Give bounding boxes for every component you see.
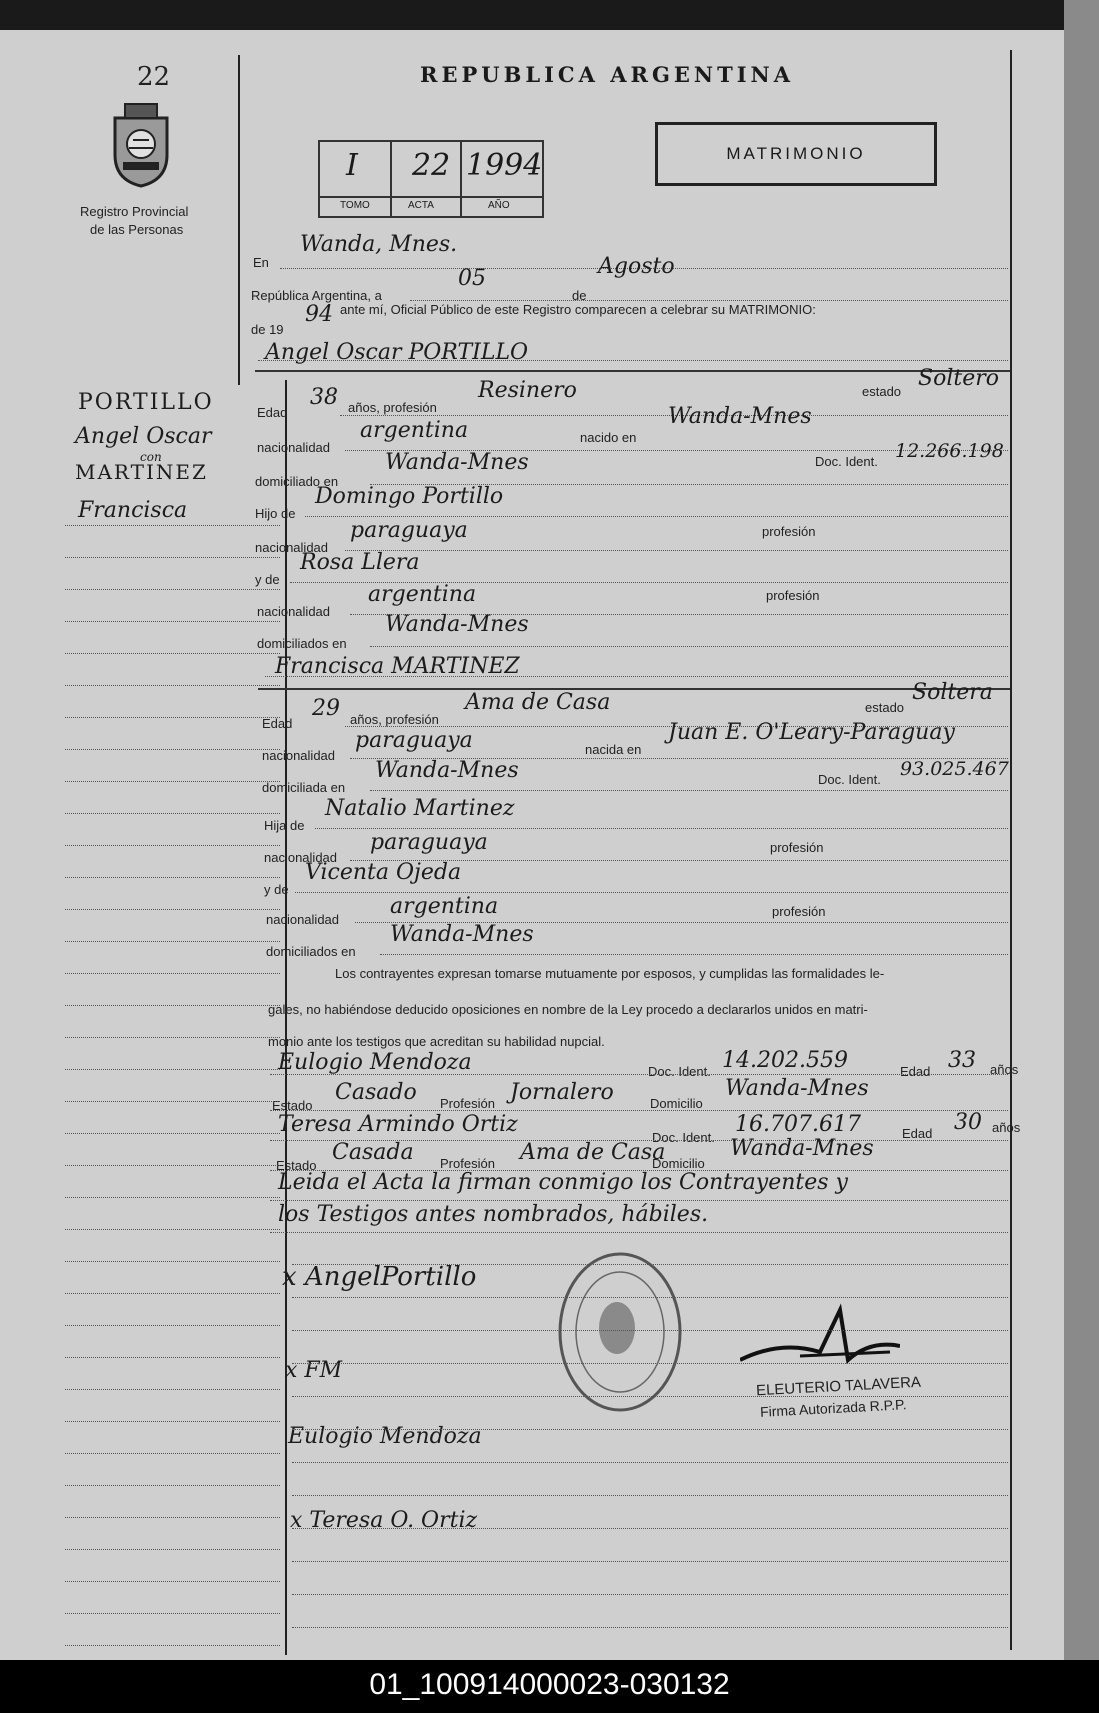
act-type-box (655, 122, 937, 186)
signature-4: x Teresa O. Ortiz (290, 1508, 478, 1533)
label-nacionalidad-bride-father: nacionalidad (264, 850, 338, 865)
bride-nationality: paraguaya (355, 728, 473, 753)
groom-age: 38 (310, 385, 338, 410)
label-y-de-bride: y de (264, 882, 289, 897)
label-anos-witness2: años (992, 1120, 1021, 1135)
bride-parents-domicile: Wanda-Mnes (390, 922, 534, 947)
groom-doc: 12.266.198 (895, 440, 1004, 462)
label-profesion-groom-mother: profesión (766, 588, 820, 603)
bride-marital-status: Soltera (912, 680, 993, 705)
groom-name: Angel Oscar PORTILLO (265, 340, 529, 365)
witness2-name: Teresa Armindo Ortiz (278, 1112, 518, 1137)
registry-name-1: Registro Provincial (80, 204, 189, 219)
declaration-line-3: monio ante los testigos que acreditan su habilidad nupcial. (268, 1034, 605, 1049)
label-domicilio-witness2: Domicilio (652, 1156, 705, 1171)
label-de-19: de 19 (251, 322, 284, 337)
closing-line-1: Leida el Acta la firman conmigo los Contrayentes y (278, 1170, 848, 1195)
right-rule (1010, 50, 1012, 1650)
label-anos-witness1: años (990, 1062, 1019, 1077)
country-title: REPUBLICA ARGENTINA (420, 62, 795, 87)
label-edad-groom: Edad (257, 405, 288, 420)
ano-value: 1994 (466, 148, 543, 183)
label-edad-witness2: Edad (902, 1126, 933, 1141)
act-year: 94 (305, 302, 333, 327)
label-doc-bride: Doc. Ident. (818, 772, 881, 787)
signature-2: x FM (285, 1358, 343, 1383)
label-nacionalidad-bride: nacionalidad (262, 748, 336, 763)
label-republica: República Argentina, a (251, 288, 382, 303)
label-edad-bride: Edad (262, 716, 293, 731)
label-nacida-en: nacida en (585, 742, 642, 757)
act-type: MATRIMONIO (726, 144, 866, 163)
label-domicilio-witness1: Domicilio (650, 1096, 703, 1111)
groom-mother-nationality: argentina (368, 582, 477, 607)
label-nacionalidad-groom-father: nacionalidad (255, 540, 329, 555)
label-doc-witness1: Doc. Ident. (648, 1064, 711, 1079)
margin-note-3: con (140, 450, 162, 464)
label-doc-groom: Doc. Ident. (815, 454, 878, 469)
official-role: Firma Autorizada R.P.P. (759, 1396, 907, 1420)
official-name: ELEUTERIO TALAVERA (755, 1373, 922, 1400)
acta-value: 22 (412, 148, 451, 183)
acta-label: ACTA (408, 200, 434, 211)
margin-note-2: Angel Oscar (75, 424, 212, 449)
witness2-age: 30 (954, 1110, 982, 1135)
label-nacionalidad-bride-mother: nacionalidad (266, 912, 340, 927)
act-place: Wanda, Mnes. (300, 232, 458, 257)
label-hijo-de: Hijo de (255, 506, 296, 521)
margin-note-5: Francisca (78, 498, 188, 523)
groom-marital-status: Soltero (918, 366, 999, 391)
page-number: 22 (137, 62, 171, 92)
closing-line-2: los Testigos antes nombrados, hábiles. (278, 1202, 709, 1227)
groom-father: Domingo Portillo (315, 484, 504, 509)
groom-father-nationality: paraguaya (350, 518, 468, 543)
label-profesion-bride-father: profesión (770, 840, 824, 855)
document-id: 01_100914000023-030132 (369, 1668, 730, 1701)
label-anos-profesion-groom: años, profesión (348, 400, 437, 415)
label-estado-witness2: Estado (276, 1158, 317, 1173)
groom-nationality: argentina (360, 418, 469, 443)
registry-stamp-icon (555, 1250, 685, 1415)
groom-profession: Resinero (478, 378, 577, 403)
page-edge (1064, 0, 1099, 1660)
margin-rule-top (238, 55, 240, 385)
label-edad-witness1: Edad (900, 1064, 931, 1079)
label-profesion-witness2: Profesión (440, 1156, 495, 1171)
margin-note-1: PORTILLO (78, 390, 214, 415)
label-estado-groom: estado (862, 384, 902, 399)
label-domiciliada-bride: domiciliada en (262, 780, 346, 795)
bride-profession: Ama de Casa (465, 690, 611, 715)
witness1-domicile: Wanda-Mnes (725, 1076, 869, 1101)
witness1-status: Casado (335, 1080, 417, 1105)
label-de: de (572, 288, 587, 303)
label-comparecen: ante mí, Oficial Público de este Registro comparecen a celebrar su MATRIMONIO: (340, 302, 816, 317)
signature-1: x AngelPortillo (282, 1262, 477, 1292)
witness1-name: Eulogio Mendoza (278, 1050, 472, 1075)
label-estado-witness1: Estado (272, 1098, 313, 1113)
groom-parents-domicile: Wanda-Mnes (385, 612, 529, 637)
bride-father-nationality: paraguaya (370, 830, 488, 855)
witness1-doc: 14.202.559 (722, 1048, 848, 1073)
label-profesion-bride-mother: profesión (772, 904, 826, 919)
bride-father: Natalio Martinez (325, 796, 515, 821)
ano-label: AÑO (488, 200, 510, 211)
declaration-line-2: gales, no habiéndose deducido oposiciones en nombre de la Ley procedo a declararlos unidos en matri- (268, 1002, 868, 1017)
witness1-profession: Jornalero (510, 1080, 614, 1105)
label-nacionalidad-groom: nacionalidad (257, 440, 331, 455)
label-hija-de: Hija de (264, 818, 305, 833)
groom-mother: Rosa Llera (300, 550, 420, 575)
label-y-de-groom: y de (255, 572, 280, 587)
bride-mother-nationality: argentina (390, 894, 499, 919)
margin-note-4: MARTINEZ (75, 460, 208, 484)
bride-domicile: Wanda-Mnes (375, 758, 519, 783)
declaration-line-1: Los contrayentes expresan tomarse mutuamente por esposos, y cumplidas las formalidades le- (335, 966, 885, 981)
witness2-profession: Ama de Casa (520, 1140, 666, 1165)
label-doc-witness2: Doc. Ident. (652, 1130, 715, 1145)
margin-rule-bottom (285, 380, 287, 1655)
label-domiciliados-groom: domiciliados en (257, 636, 347, 651)
label-domiciliados-bride: domiciliados en (266, 944, 356, 959)
signature-3: Eulogio Mendoza (288, 1424, 482, 1449)
tomo-value: I (346, 148, 358, 183)
label-domiciliado-groom: domiciliado en (255, 474, 339, 489)
page-top-shadow (0, 0, 1064, 30)
tomo-label: TOMO (340, 200, 370, 211)
groom-birthplace: Wanda-Mnes (668, 404, 812, 429)
official-signature-icon (740, 1300, 900, 1380)
groom-domicile: Wanda-Mnes (385, 450, 529, 475)
bride-mother: Vicenta Ojeda (305, 860, 462, 885)
label-profesion-witness1: Profesión (440, 1096, 495, 1111)
bride-doc: 93.025.467 (900, 758, 1009, 780)
bride-birthplace: Juan E. O'Leary-Paraguay (668, 720, 955, 745)
label-nacido-en: nacido en (580, 430, 637, 445)
provincial-seal-icon (105, 100, 177, 188)
bride-name: Francisca MARTINEZ (275, 654, 520, 679)
label-en: En (253, 255, 269, 270)
label-profesion-groom-father: profesión (762, 524, 816, 539)
registry-box (318, 140, 544, 218)
label-nacionalidad-groom-mother: nacionalidad (257, 604, 331, 619)
witness2-status: Casada (332, 1140, 414, 1165)
act-month: Agosto (598, 254, 675, 279)
witness2-domicile: Wanda-Mnes (730, 1136, 874, 1161)
label-estado-bride: estado (865, 700, 905, 715)
witness1-age: 33 (948, 1048, 976, 1073)
bride-age: 29 (312, 696, 340, 721)
act-day: 05 (458, 266, 486, 291)
registry-name-2: de las Personas (90, 222, 184, 237)
witness2-doc: 16.707.617 (735, 1112, 861, 1137)
label-anos-profesion-bride: años, profesión (350, 712, 439, 727)
